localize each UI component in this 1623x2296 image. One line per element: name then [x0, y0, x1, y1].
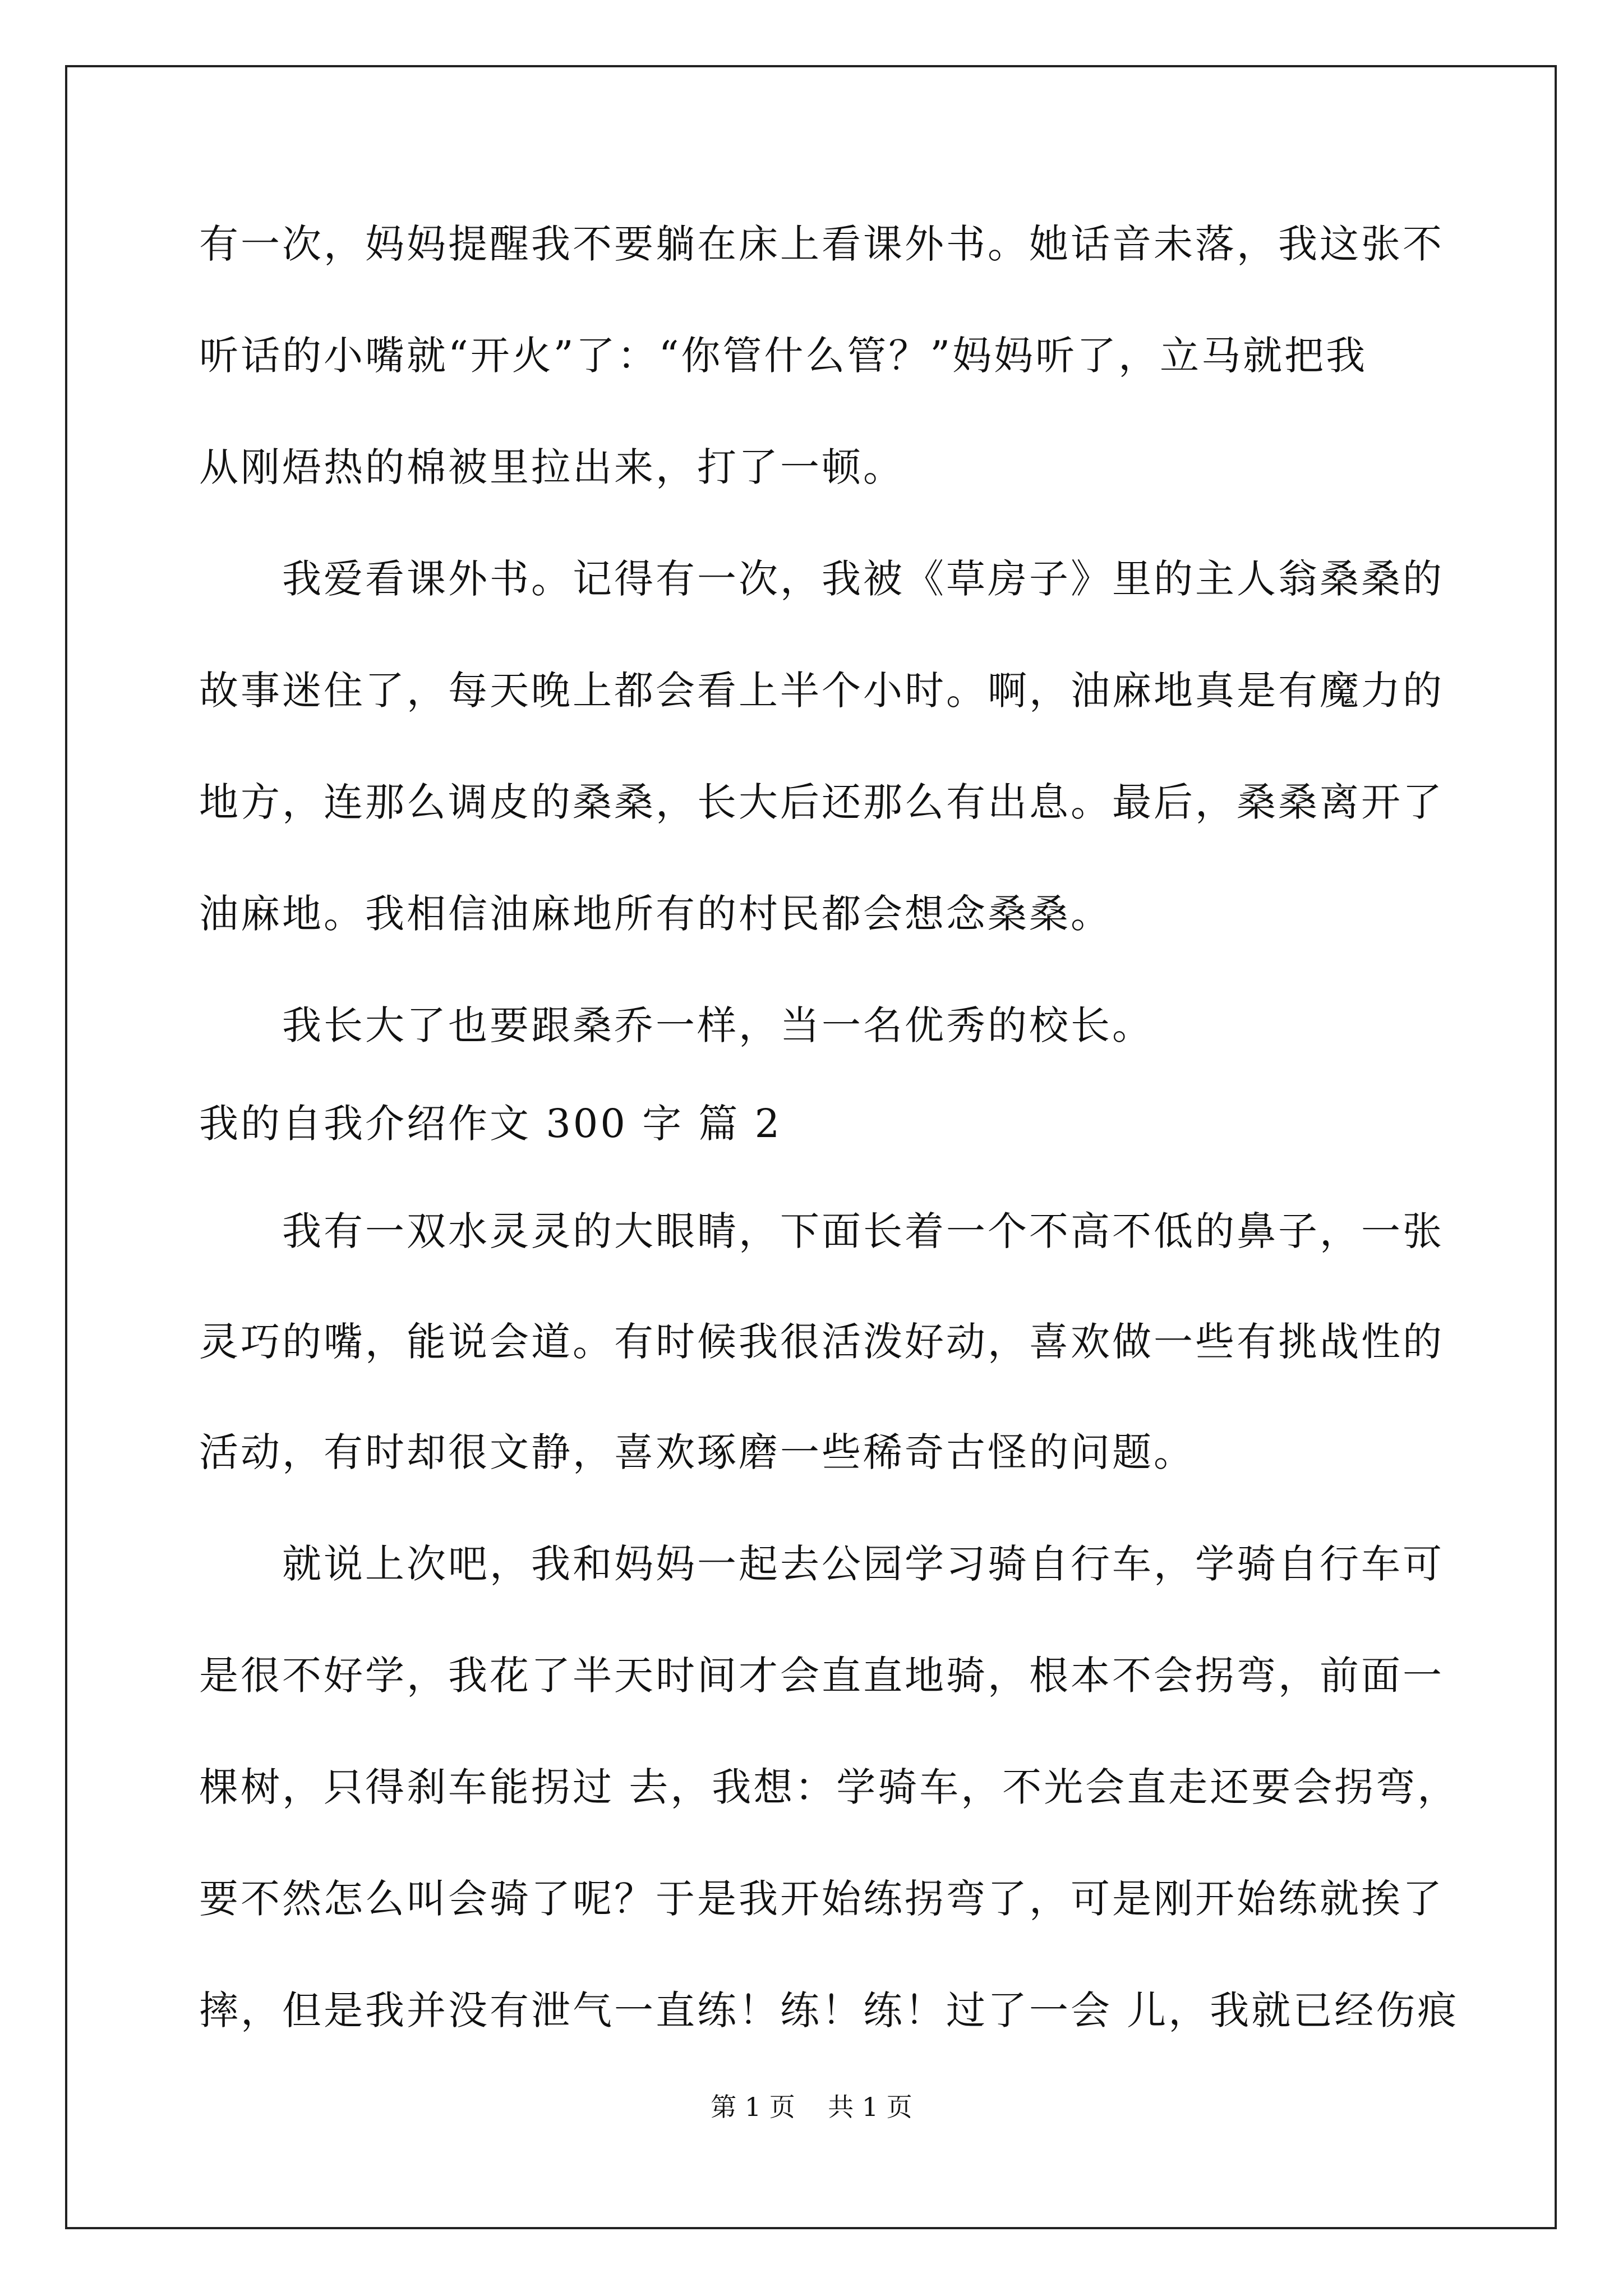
paragraph-5-line-1: 就说上次吧，我和妈妈一起去公园学习骑自行车，学骑自行车可: [282, 1541, 1444, 1587]
paragraph-4-line-3: 活动，有时却很文静，喜欢琢磨一些稀奇古怪的问题。: [199, 1429, 1195, 1475]
paragraph-5-line-5: 摔，但是我并没有泄气一直练！练！练！过了一会 儿，我就已经伤痕: [199, 1987, 1459, 2033]
paragraph-2-line-1: 我爱看课外书。记得有一次，我被《草房子》里的主人翁桑桑的: [282, 556, 1444, 602]
paragraph-5-line-2: 是很不好学，我花了半天时间才会直直地骑，根本不会拐弯，前面一: [199, 1653, 1444, 1699]
paragraph-2-line-3: 地方，连那么调皮的桑桑，长大后还那么有出息。最后，桑桑离开了: [199, 779, 1444, 825]
paragraph-1-line-3: 从刚焐热的棉被里拉出来，打了一顿。: [199, 444, 905, 490]
paragraph-4-line-2: 灵巧的嘴，能说会道。有时候我很活泼好动，喜欢做一些有挑战性的: [199, 1319, 1444, 1365]
paragraph-2-line-4: 油麻地。我相信油麻地所有的村民都会想念桑桑。: [199, 891, 1112, 937]
paragraph-5-line-3: 棵树，只得刹车能拐过 去，我想：学骑车，不光会直走还要会拐弯，: [199, 1764, 1459, 1810]
paragraph-1-line-2: 听话的小嘴就“开火”了：“你管什么管？”妈妈听了，立马就把我: [199, 333, 1368, 379]
paragraph-3-line-1: 我长大了也要跟桑乔一样，当一名优秀的校长。: [282, 1002, 1154, 1048]
paragraph-5-line-4: 要不然怎么叫会骑了呢？于是我开始练拐弯了，可是刚开始练就挨了: [199, 1876, 1444, 1922]
page-footer: 第 1 页 共 1 页: [711, 2092, 912, 2122]
section-heading: 我的自我介绍作文 300 字 篇 2: [199, 1101, 782, 1147]
paragraph-1-line-1: 有一次，妈妈提醒我不要躺在床上看课外书。她话音未落，我这张不: [199, 221, 1444, 267]
paragraph-4-line-1: 我有一双水灵灵的大眼睛，下面长着一个不高不低的鼻子，一张: [282, 1208, 1444, 1254]
paragraph-2-line-2: 故事迷住了，每天晚上都会看上半个小时。啊，油麻地真是有魔力的: [199, 668, 1444, 714]
